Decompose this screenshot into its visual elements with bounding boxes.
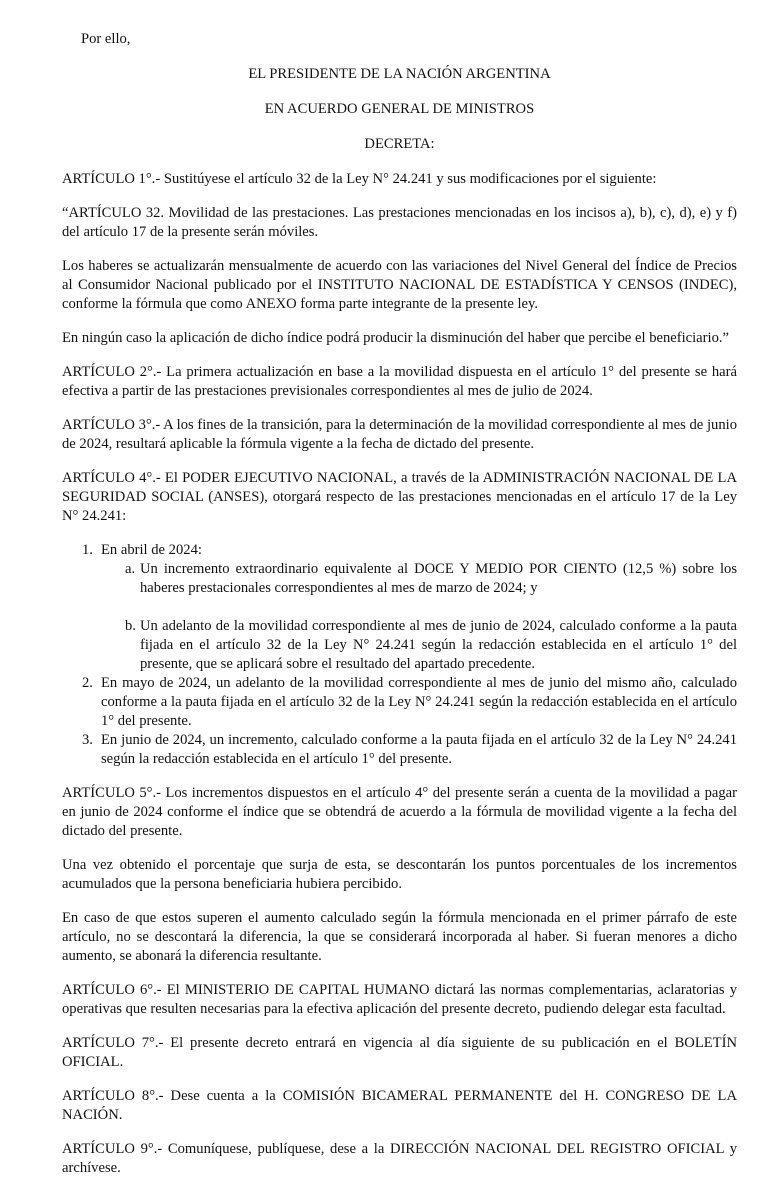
sub-item-text: Un incremento extraordinario equivalente al DOCE Y MEDIO POR CIENTO (12,5 %) sobre los haberes prestacionales correspondientes al mes de marzo de 2024; y: [140, 561, 737, 596]
sub-item-letter: b.: [125, 618, 136, 634]
article-2: ARTÍCULO 2°.- La primera actualización en base a la movilidad dispuesta en el artículo 1° del presente se hará efectiva a partir de las prestaciones previsionales correspondientes al mes de julio de 2024.: [62, 364, 737, 399]
article-32-quote-p3: En ningún caso la aplicación de dicho índice podrá producir la disminución del haber que percibe el beneficiario.”: [62, 330, 730, 346]
list-item: [62, 541, 737, 674]
list-item-text: En mayo de 2024, un adelanto de la movilidad correspondiente al mes de junio del mismo año, calculado conforme a la pauta fijada en el artículo 32 de la Ley N° 24.241 según la redacción establecida en el artículo 1° del presente.: [101, 675, 737, 729]
article-6: ARTÍCULO 6°.- El MINISTERIO DE CAPITAL HUMANO dictará las normas complementarias, aclaratorias y operativas que resulten necesarias para la efectiva aplicación del presente decreto, pudiendo delegar esta facultad.: [62, 982, 737, 1017]
article-32-quote-p1: “ARTÍCULO 32. Movilidad de las prestaciones. Las prestaciones mencionadas en los incisos a), b), c), d), e) y f) del artículo 17 de la presente serán móviles.: [62, 205, 737, 240]
opening-line: Por ello,: [81, 31, 131, 47]
heading-decreta: DECRETA:: [364, 136, 435, 152]
article-5-p3: En caso de que estos superen el aumento calculado según la fórmula mencionada en el primer párrafo de este artículo, no se descontará la diferencia, la que se considerará incorporada al haber. Si fueran menores a dicho aumento, se abonará la diferencia resultante.: [62, 910, 737, 964]
list-item-number: 1.: [82, 542, 93, 558]
sub-item-letter: a.: [125, 561, 136, 577]
article-4-intro: ARTÍCULO 4°.- El PODER EJECUTIVO NACIONAL, a través de la ADMINISTRACIÓN NACIONAL DE LA SEGURIDAD SOCIAL (ANSES), otorgará respecto de las prestaciones mencionadas en el artículo 17 de la Ley N° 24.241:: [62, 470, 737, 524]
heading-ministers: EN ACUERDO GENERAL DE MINISTROS: [264, 101, 535, 117]
list-item-text: En abril de 2024:: [101, 542, 202, 558]
list-item: [62, 731, 737, 769]
list-item-text: En junio de 2024, un incremento, calculado conforme a la pauta fijada en el artículo 32 de la Ley N° 24.241 según la redacción establecida en el artículo 1° del presente.: [101, 732, 737, 767]
sub-list-item: [62, 617, 737, 674]
sub-list: [101, 560, 737, 674]
article-8: ARTÍCULO 8°.- Dese cuenta a la COMISIÓN BICAMERAL PERMANENTE del H. CONGRESO DE LA NACIÓN.: [62, 1088, 737, 1123]
decree-page: [62, 30, 737, 1193]
list-item: [62, 674, 737, 731]
article-5-p1: ARTÍCULO 5°.- Los incrementos dispuestos en el artículo 4° del presente serán a cuenta de la movilidad a pagar en junio de 2024 conforme el índice que se obtendrá de acuerdo a la fórmula de movilidad vigente a la fecha del dictado del presente.: [62, 785, 737, 839]
sub-item-text: Un adelanto de la movilidad correspondiente al mes de junio de 2024, calculado conforme a la pauta fijada en el artículo 32 de la Ley N° 24.241 según la redacción establecida en el artículo 1° del presente, que se aplicará sobre el resultado del apartado precedente.: [140, 618, 737, 672]
list-item-number: 3.: [82, 732, 93, 748]
article-9: ARTÍCULO 9°.- Comuníquese, publíquese, dese a la DIRECCIÓN NACIONAL DEL REGISTRO OFICIAL y archívese.: [62, 1141, 737, 1176]
article-7: ARTÍCULO 7°.- El presente decreto entrará en vigencia al día siguiente de su publicación en el BOLETÍN OFICIAL.: [62, 1035, 737, 1070]
article-1: ARTÍCULO 1°.- Sustitúyese el artículo 32 de la Ley N° 24.241 y sus modificaciones por el siguiente:: [62, 171, 657, 187]
heading-president: EL PRESIDENTE DE LA NACIÓN ARGENTINA: [248, 66, 551, 82]
list-item-number: 2.: [82, 675, 93, 691]
article-32-quote-p2: Los haberes se actualizarán mensualmente de acuerdo con las variaciones del Nivel General del Índice de Precios al Consumidor Nacional publicado por el INSTITUTO NACIONAL DE ESTADÍSTICA Y CENSOS (INDEC), conforme la fórmula que como ANEXO forma parte integrante de la presente ley.: [62, 258, 737, 312]
article-5-p2: Una vez obtenido el porcentaje que surja de esta, se descontarán los puntos porcentuales de los incrementos acumulados que la persona beneficiaria hubiera percibido.: [62, 857, 737, 892]
article-3: ARTÍCULO 3°.- A los fines de la transición, para la determinación de la movilidad correspondiente al mes de junio de 2024, resultará aplicable la fórmula vigente a la fecha de dictado del presente.: [62, 417, 737, 452]
sub-list-item: [62, 560, 737, 598]
article-4-list: [62, 541, 737, 769]
